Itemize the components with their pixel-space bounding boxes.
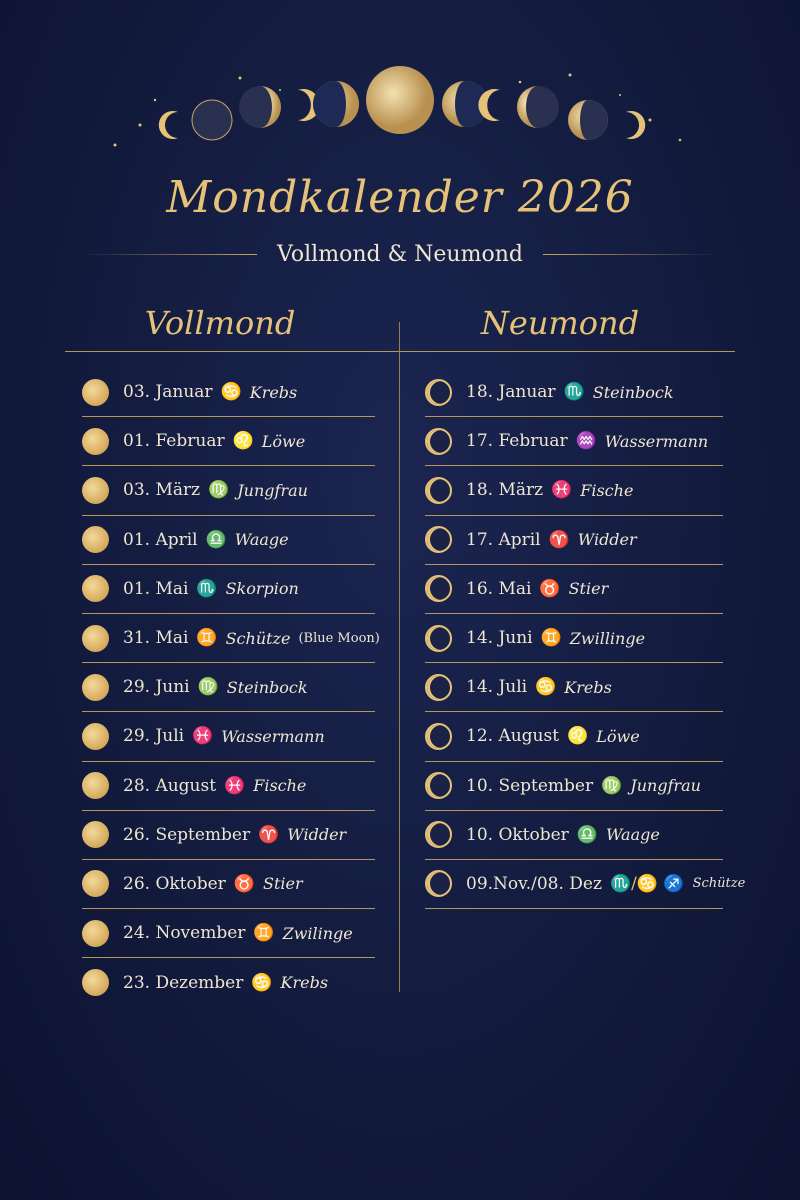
moon-icon — [192, 100, 232, 140]
date: 26. Oktober — [123, 873, 226, 894]
zodiac-icon: ♋ — [220, 382, 242, 403]
list-item — [82, 663, 375, 712]
divider — [543, 254, 718, 255]
list-item — [425, 712, 723, 761]
list-item — [425, 368, 723, 417]
zodiac-icon: ♎ — [576, 824, 598, 845]
zodiac-sign: Jungfrau — [237, 480, 308, 500]
zodiac-icon: ♊ — [540, 628, 562, 649]
list-item — [82, 466, 375, 515]
zodiac-sign: Widder — [577, 530, 637, 550]
zodiac-icon: ♍ — [601, 775, 623, 796]
header-divider — [65, 351, 735, 352]
zodiac-sign: Zwillinge — [569, 628, 646, 648]
date: 01. April — [123, 529, 198, 550]
full-moon-icon — [82, 674, 109, 701]
zodiac-sign: Steinbock — [226, 677, 308, 697]
zodiac-sign: Widder — [287, 825, 347, 845]
list-item — [425, 811, 723, 860]
new-moon-icon — [425, 379, 452, 406]
zodiac-sign: Fische — [580, 480, 634, 500]
zodiac-sign: Waage — [234, 530, 289, 550]
list-item — [82, 712, 375, 761]
list-item — [425, 466, 723, 515]
date: 17. April — [466, 529, 541, 550]
zodiac-sign: Krebs — [280, 973, 329, 993]
date: 18. Januar — [466, 382, 556, 403]
list-item — [425, 762, 723, 811]
date: 14. Juni — [466, 628, 533, 649]
date: 29. Juni — [123, 677, 190, 698]
list-item — [425, 860, 746, 909]
zodiac-sign: Löwe — [261, 431, 306, 451]
date: 03. Januar — [123, 382, 213, 403]
full-moon-icon — [82, 772, 109, 799]
zodiac-icon: ♉ — [233, 873, 255, 894]
vollmond-heading: Vollmond — [144, 304, 296, 342]
neumond-heading: Neumond — [480, 304, 640, 342]
full-moon-icon — [82, 723, 109, 750]
full-moon-icon — [82, 870, 109, 897]
new-moon-icon — [425, 870, 452, 897]
zodiac-sign: Steinbock — [592, 382, 674, 402]
date: 10. Oktober — [466, 824, 569, 845]
list-item — [82, 958, 375, 1007]
new-moon-icon — [425, 674, 452, 701]
zodiac-icon: ♊ — [196, 628, 218, 649]
zodiac-icon: ♏ — [196, 578, 218, 599]
list-item — [82, 909, 375, 958]
page-title: Mondkalender 2026 — [166, 172, 634, 223]
full-moon-icon — [82, 477, 109, 504]
date: 24. November — [123, 923, 246, 944]
zodiac-icon: ♌ — [232, 431, 254, 452]
date: 31. Mai — [123, 628, 189, 649]
zodiac-sign: Schütze — [225, 628, 291, 648]
zodiac-icon: ♓ — [224, 775, 246, 796]
zodiac-sign: Löwe — [596, 726, 640, 746]
zodiac-sign: Schütze — [692, 876, 746, 892]
date: 09.Nov./08. Dez — [466, 873, 602, 894]
list-item — [82, 565, 375, 614]
crescent-moon-icon — [159, 111, 178, 139]
list-item — [82, 811, 375, 860]
zodiac-icon: ♌ — [567, 726, 589, 747]
zodiac-icon: ♋ — [535, 677, 557, 698]
full-moon-icon — [82, 428, 109, 455]
new-moon-icon — [425, 428, 452, 455]
zodiac-sign: Skorpion — [225, 579, 299, 599]
zodiac-sign: Jungfrau — [630, 776, 701, 796]
date: 29. Juli — [123, 726, 185, 747]
date: 17. Februar — [466, 431, 568, 452]
list-item — [82, 762, 375, 811]
full-moon-icon — [82, 575, 109, 602]
list-item — [82, 417, 375, 466]
date: 26. September — [123, 824, 251, 845]
date: 18. März — [466, 480, 544, 501]
full-moon-icon — [82, 625, 109, 652]
list-item — [82, 368, 375, 417]
date: 12. August — [466, 726, 560, 747]
zodiac-sign: Zwilinge — [282, 923, 353, 943]
date: 14. Juli — [466, 677, 528, 698]
full-moon-icon — [82, 821, 109, 848]
list-item — [425, 663, 723, 712]
subtitle: Vollmond & Neumond — [277, 242, 523, 267]
zodiac-icon: ♍ — [208, 480, 230, 501]
list-item — [425, 614, 723, 663]
new-moon-icon — [425, 477, 452, 504]
column-divider — [399, 322, 400, 992]
list-item — [82, 614, 380, 663]
zodiac-icon: ♏ — [563, 382, 585, 403]
list-item — [425, 417, 723, 466]
note: (Blue Moon) — [298, 630, 380, 646]
new-moon-icon — [425, 821, 452, 848]
neumond-list — [425, 368, 746, 909]
full-moon-icon — [82, 969, 109, 996]
zodiac-sign: Stier — [263, 874, 303, 894]
new-moon-icon — [425, 526, 452, 553]
list-item — [425, 516, 723, 565]
date: 23. Dezember — [123, 972, 244, 993]
zodiac-sign: Wassermann — [221, 726, 325, 746]
zodiac-icon: ♋ — [251, 972, 273, 993]
new-moon-icon — [425, 575, 452, 602]
zodiac-icon: ♎ — [205, 529, 227, 550]
zodiac-icon: ♈ — [548, 529, 570, 550]
date: 28. August — [123, 775, 217, 796]
list-item — [425, 565, 723, 614]
vollmond-list — [82, 368, 380, 1007]
date: 03. März — [123, 480, 201, 501]
full-moon-icon — [82, 920, 109, 947]
date: 01. Februar — [123, 431, 225, 452]
zodiac-icon: ♈ — [258, 824, 280, 845]
date: 01. Mai — [123, 578, 189, 599]
zodiac-icon: ♏/♋ ♐ — [609, 873, 685, 894]
new-moon-icon — [425, 772, 452, 799]
zodiac-icon: ♊ — [253, 923, 275, 944]
moon-phases-decoration — [100, 60, 700, 160]
zodiac-sign: Fische — [253, 776, 307, 796]
zodiac-sign: Krebs — [249, 382, 298, 402]
zodiac-sign: Wassermann — [604, 431, 709, 451]
zodiac-sign: Krebs — [564, 677, 612, 697]
divider — [82, 254, 257, 255]
zodiac-sign: Stier — [568, 579, 609, 599]
subtitle-row — [0, 242, 800, 267]
zodiac-icon: ♍ — [197, 677, 219, 698]
list-item — [82, 516, 375, 565]
zodiac-icon: ♉ — [539, 578, 561, 599]
zodiac-icon: ♓ — [192, 726, 214, 747]
list-item — [82, 860, 375, 909]
zodiac-icon: ♓ — [551, 480, 573, 501]
date: 10. September — [466, 775, 594, 796]
zodiac-icon: ♒ — [575, 431, 597, 452]
new-moon-icon — [425, 625, 452, 652]
date: 16. Mai — [466, 578, 532, 599]
full-moon-icon — [82, 526, 109, 553]
zodiac-sign: Waage — [606, 825, 660, 845]
full-moon-icon — [366, 66, 434, 134]
new-moon-icon — [425, 723, 452, 750]
full-moon-icon — [82, 379, 109, 406]
